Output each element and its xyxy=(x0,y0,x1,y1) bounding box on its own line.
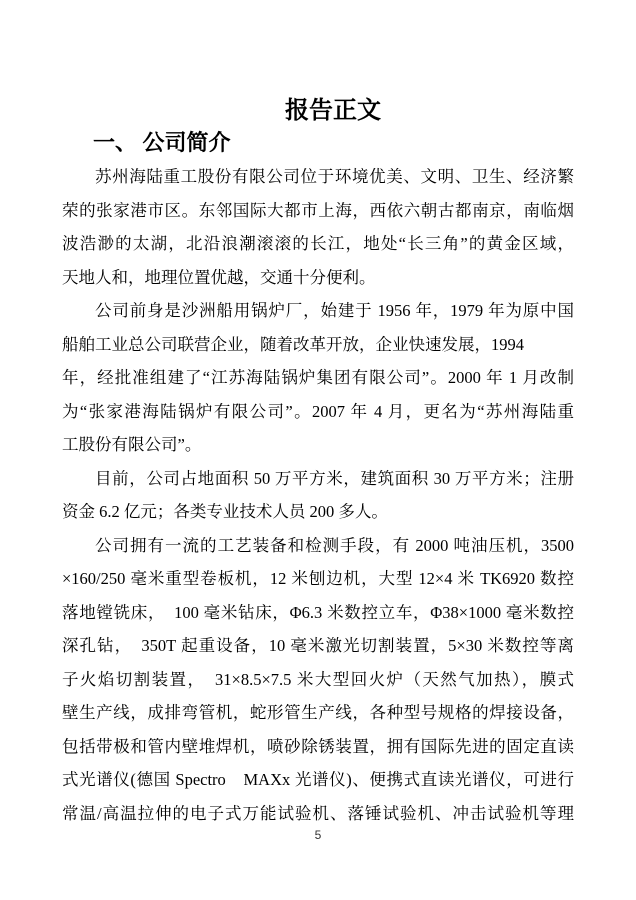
text-line: 落地镗铣床， 100 毫米钻床，Φ6.3 米数控立车，Φ38×1000 毫米数控 xyxy=(62,602,574,622)
paragraph xyxy=(62,294,574,462)
page-content xyxy=(62,127,574,842)
text-line: 年，经批准组建了“江苏海陆锅炉集团有限公司”。2000 年 1 月改制 xyxy=(62,368,574,387)
paragraph xyxy=(62,160,574,294)
text-line: 包括带极和管内壁堆焊机，喷砂除锈装置，拥有国际先进的固定直读 xyxy=(62,736,574,756)
text-line: ×160/250 毫米重型卷板机，12 米刨边机，大型 12×4 米 TK6920 数控 xyxy=(62,569,574,588)
text-line: 式光谱仪(德国 Spectro MAXx 光谱仪)、便携式直读光谱仪，可进行 xyxy=(62,770,574,789)
text-line: 波浩渺的太湖，北沿浪潮滚滚的长江，地处“长三角”的黄金区域， xyxy=(62,234,574,253)
text-line: 为“张家港海陆锅炉有限公司”。2007 年 4 月，更名为“苏州海陆重 xyxy=(62,401,574,421)
text-line: 子火焰切割装置， 31×8.5×7.5 米大型回火炉（天然气加热），膜式 xyxy=(62,669,574,689)
section-heading: 一、 公司简介 xyxy=(93,130,231,155)
text-line: 船舶工业总公司联营企业，随着改革开放，企业快速发展，1994 xyxy=(62,334,524,354)
text-line: 公司拥有一流的工艺装备和检测手段，有 2000 吨油压机，3500 xyxy=(95,535,574,555)
text-line: 资金 6.2 亿元；各类专业技术人员 200 多人。 xyxy=(62,502,388,521)
text-line: 工股份有限公司”。 xyxy=(62,435,202,454)
paragraph xyxy=(62,462,574,529)
text-line: 目前，公司占地面积 50 万平方米，建筑面积 30 万平方米；注册 xyxy=(95,468,574,488)
text-line: 深孔钻， 350T 起重设备，10 毫米激光切割装置，5×30 米数控等离 xyxy=(62,636,574,655)
text-line: 公司前身是沙洲船用锅炉厂，始建于 1956 年，1979 年为原中国 xyxy=(95,301,574,320)
document-body xyxy=(62,160,574,830)
text-line: 天地人和，地理位置优越，交通十分便利。 xyxy=(62,267,376,287)
text-line: 常温/高温拉伸的电子式万能试验机、落锤试验机、冲击试验机等理 xyxy=(62,803,574,823)
page-number-label: 5 xyxy=(314,828,322,842)
text-line: 壁生产线，成排弯管机，蛇形管生产线，各种型号规格的焊接设备， xyxy=(62,703,574,722)
paragraph xyxy=(62,529,574,831)
text-line: 荣的张家港市区。东邻国际大都市上海，西依六朝古都南京，南临烟 xyxy=(62,200,574,220)
report-title: 报告正文 xyxy=(285,98,381,124)
text-line: 苏州海陆重工股份有限公司位于环境优美、文明、卫生、经济繁 xyxy=(95,167,574,186)
